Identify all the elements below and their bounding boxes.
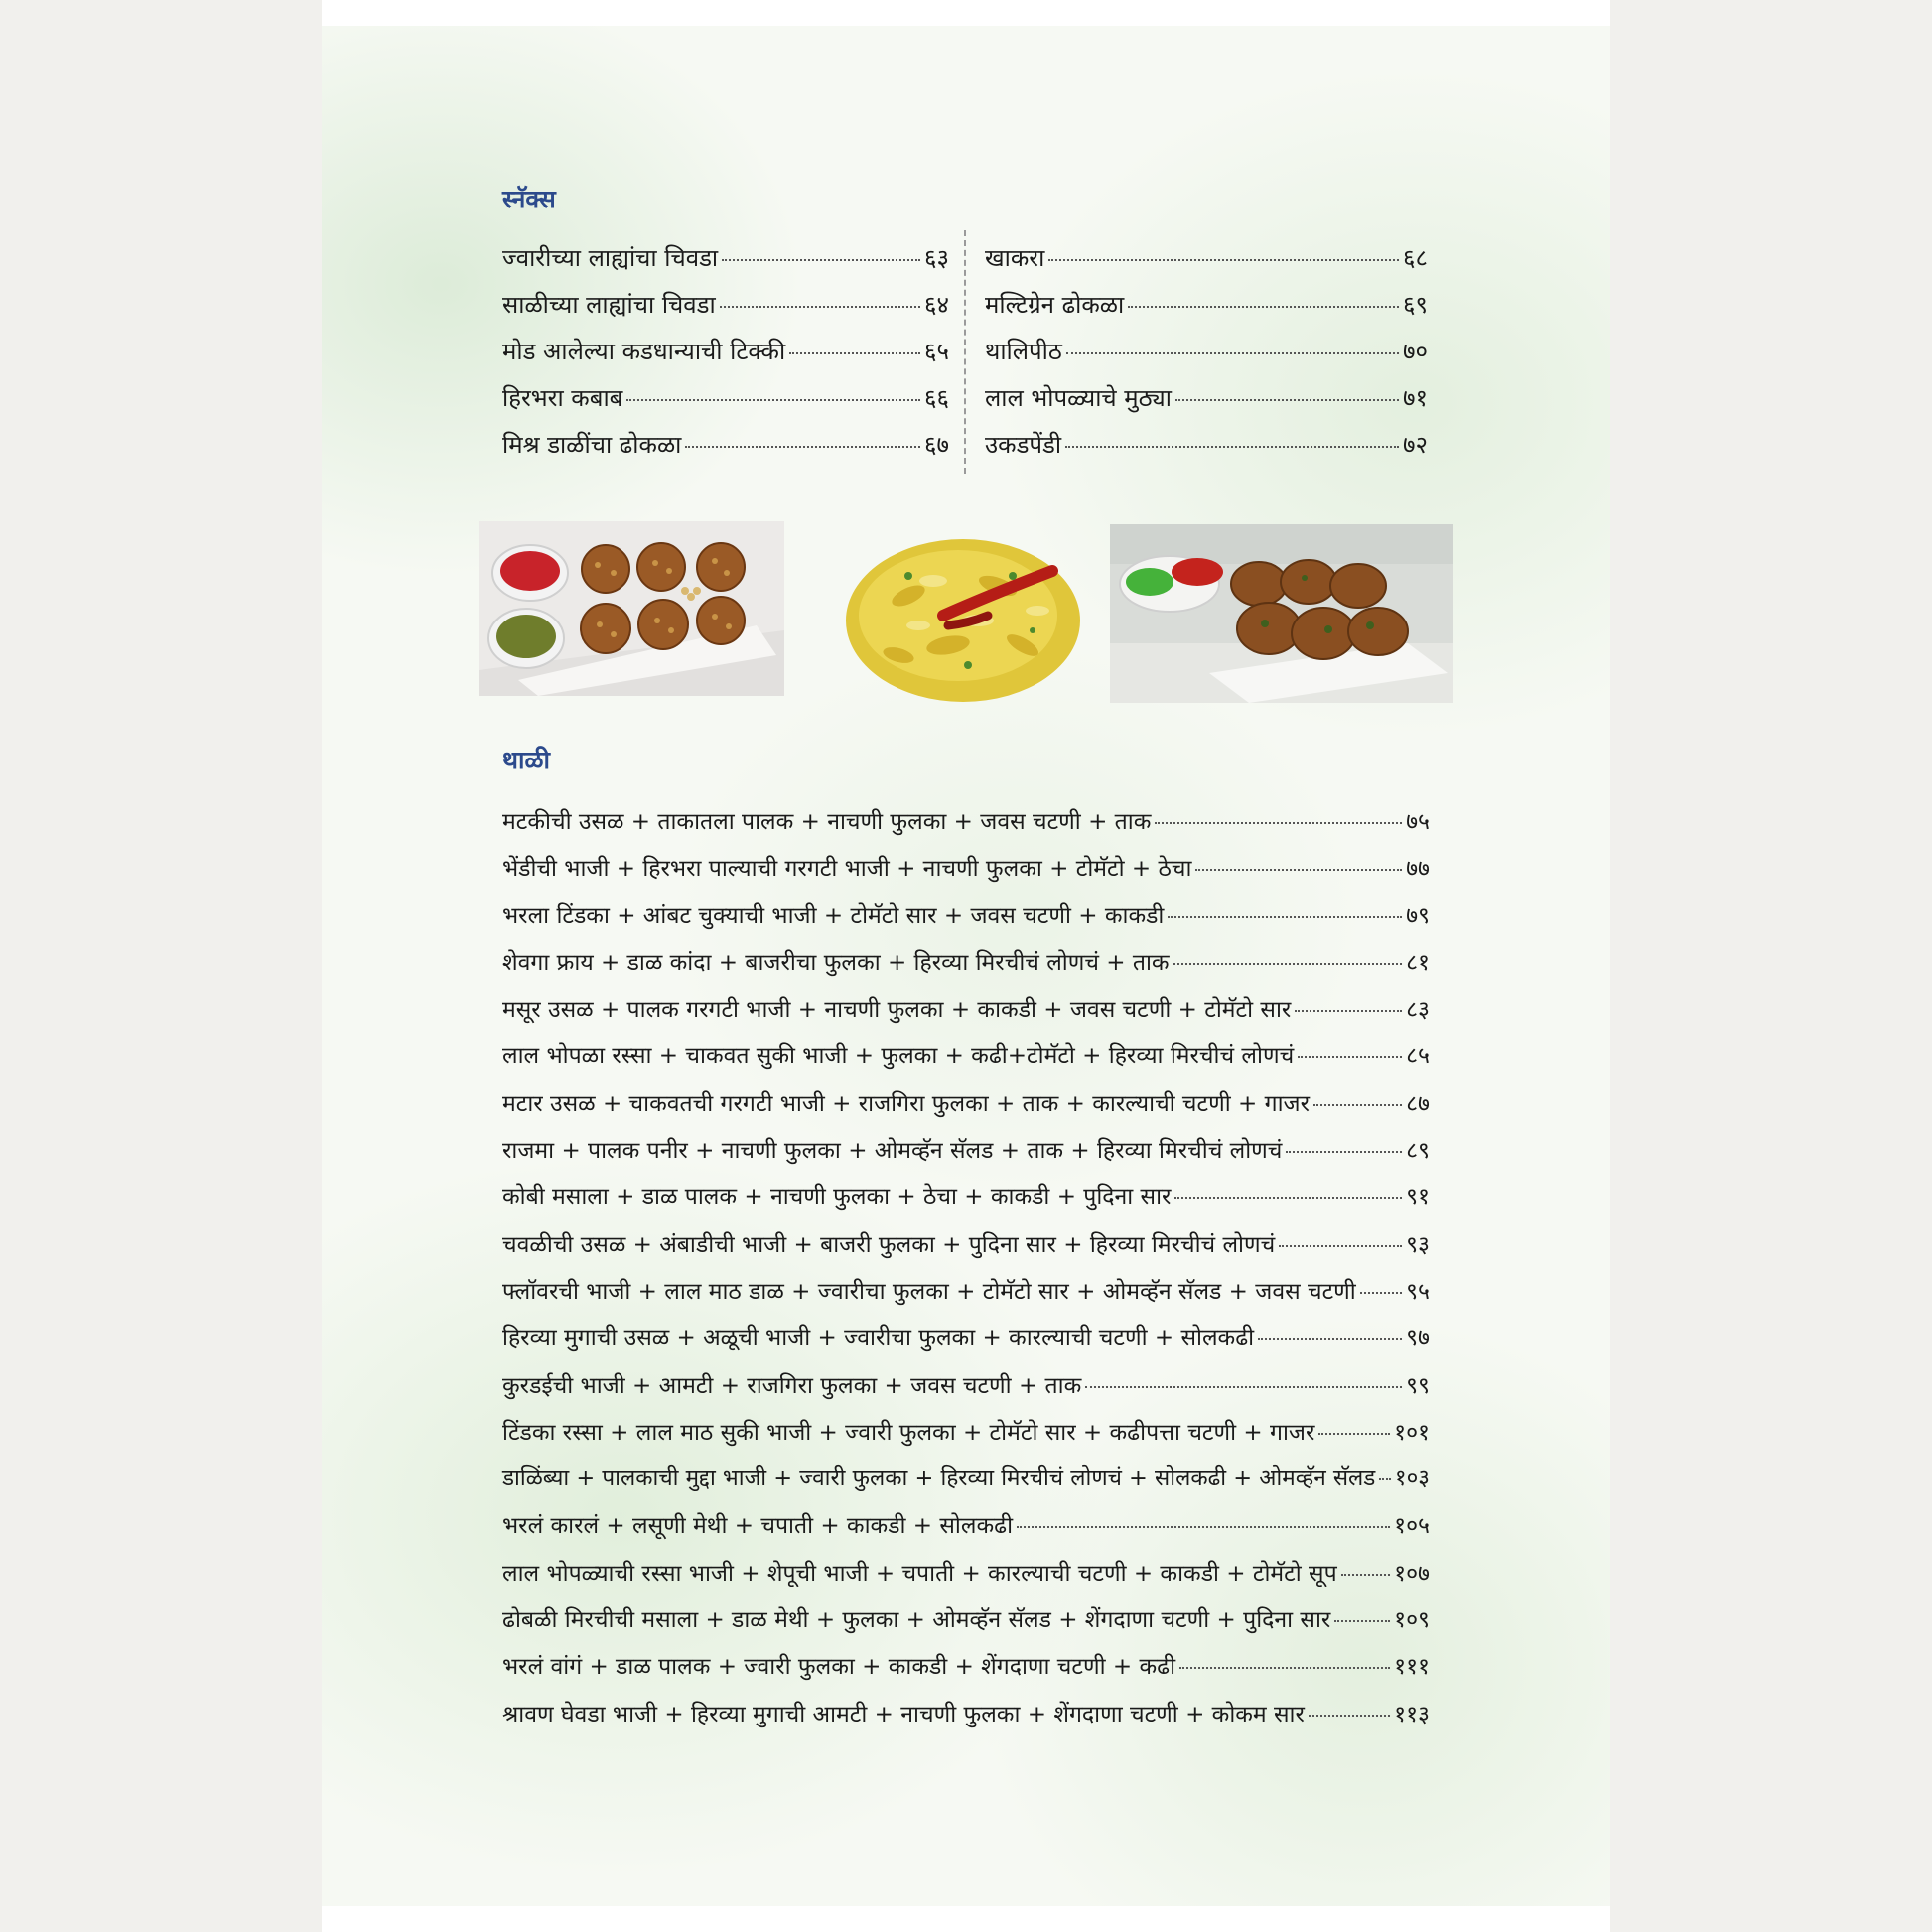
page-number: ९९ [1406, 1372, 1430, 1399]
snack-entry[interactable] [502, 335, 949, 381]
page-number: १०९ [1394, 1607, 1430, 1634]
entry-title: लाल भोपळा रस्सा + चाकवत सुकी भाजी + फुलका + कढी+टोमॅटो + हिरव्या मिरचीचं लोणचं [502, 1043, 1295, 1070]
meal-entry[interactable] [502, 1086, 1430, 1133]
dot-leader [1173, 963, 1402, 965]
dot-leader [1298, 1056, 1402, 1058]
page-number: ७७ [1406, 856, 1430, 883]
entry-title: उकडपेंडी [985, 431, 1062, 459]
snack-entry[interactable] [985, 288, 1428, 335]
meals-list [502, 804, 1430, 1743]
meal-entry[interactable] [502, 1415, 1430, 1461]
entry-title: भेंडीची भाजी + हिरभरा पाल्याची गरगटी भाजी + नाचणी फुलका + टोमॅटो + ठेचा [502, 856, 1192, 883]
snack-entry[interactable] [985, 335, 1428, 381]
meal-entry[interactable] [502, 1179, 1430, 1226]
snacks-heading: स्नॅक्स [502, 185, 556, 213]
entry-title: शेवगा फ्राय + डाळ कांदा + बाजरीचा फुलका + हिरव्या मिरचीचं लोणचं + ताक [502, 949, 1170, 976]
dot-leader [1341, 1574, 1390, 1576]
entry-title: डाळिंब्या + पालकाची मुद्दा भाजी + ज्वारी फुलका + हिरव्या मिरचीचं लोणचं + सोलकढी + ओमव्हॅन सॅलड [502, 1465, 1376, 1492]
dot-leader [1295, 1010, 1402, 1012]
entry-title: कोबी मसाला + डाळ पालक + नाचणी फुलका + ठेचा + काकडी + पुदिना सार [502, 1184, 1172, 1211]
dot-leader [1128, 306, 1399, 308]
meal-entry[interactable] [502, 851, 1430, 897]
entry-title: मल्टिग्रेन ढोकळा [985, 291, 1125, 319]
page-number: ६३ [924, 244, 949, 272]
page-number: ७५ [1406, 809, 1430, 835]
meal-entry[interactable] [502, 1133, 1430, 1179]
page-number: ८९ [1406, 1138, 1430, 1165]
meals-heading: थाळी [502, 746, 550, 774]
meal-entry[interactable] [502, 1697, 1430, 1743]
snack-entry[interactable] [985, 381, 1428, 428]
entry-title: राजमा + पालक पनीर + नाचणी फुलका + ओमव्हॅन सॅलड + ताक + हिरव्या मिरचीचं लोणचं [502, 1138, 1283, 1165]
page-number: ८१ [1406, 949, 1430, 976]
snacks-list-right [985, 241, 1428, 475]
entry-title: मोड आलेल्या कडधान्याची टिक्की [502, 338, 786, 365]
page-number: ६४ [924, 291, 949, 319]
meal-entry[interactable] [502, 992, 1430, 1038]
dot-leader [1318, 1433, 1390, 1435]
dot-leader [722, 259, 920, 261]
dot-leader [1286, 1151, 1402, 1153]
page-number: ७२ [1403, 431, 1428, 459]
snacks-list-left [502, 241, 949, 475]
dot-leader [1066, 352, 1399, 354]
chivda-photo [839, 516, 1097, 715]
meal-entry[interactable] [502, 1368, 1430, 1415]
vadi-photo [1110, 524, 1453, 703]
page-number: १०१ [1394, 1419, 1430, 1446]
meal-entry[interactable] [502, 1320, 1430, 1367]
snack-entry[interactable] [985, 241, 1428, 288]
entry-title: साळीच्या लाह्यांचा चिवडा [502, 291, 716, 319]
page-number: ६८ [1403, 244, 1428, 272]
dot-leader [720, 306, 920, 308]
meal-entry[interactable] [502, 1649, 1430, 1696]
dot-leader [1175, 399, 1399, 401]
page-number: ९७ [1406, 1325, 1430, 1352]
dot-leader [685, 446, 920, 448]
page-number: ६६ [924, 384, 949, 412]
meal-entry[interactable] [502, 1602, 1430, 1649]
dot-leader [1309, 1715, 1390, 1717]
entry-title: चवळीची उसळ + अंबाडीची भाजी + बाजरी फुलका + पुदिना सार + हिरव्या मिरचीचं लोणचं [502, 1231, 1276, 1258]
dot-leader [1048, 259, 1399, 261]
page-number: ९५ [1406, 1278, 1430, 1305]
entry-title: मिश्र डाळींचा ढोकळा [502, 431, 682, 459]
page-number: ७० [1403, 338, 1428, 365]
entry-title: मसूर उसळ + पालक गरगटी भाजी + नाचणी फुलका + काकडी + जवस चटणी + टोमॅटो सार [502, 997, 1292, 1024]
snack-entry[interactable] [502, 241, 949, 288]
entry-title: ढोबळी मिरचीची मसाला + डाळ मेथी + फुलका + ओमव्हॅन सॅलड + शेंगदाणा चटणी + पुदिना सार [502, 1607, 1331, 1634]
dot-leader [1360, 1292, 1402, 1294]
entry-title: श्रावण घेवडा भाजी + हिरव्या मुगाची आमटी + नाचणी फुलका + शेंगदाणा चटणी + कोकम सार [502, 1701, 1305, 1727]
page-number: ६९ [1403, 291, 1428, 319]
meal-entry[interactable] [502, 1227, 1430, 1274]
snack-entry[interactable] [502, 381, 949, 428]
meal-entry[interactable] [502, 1038, 1430, 1085]
page-number: ६७ [924, 431, 949, 459]
snack-entry[interactable] [985, 428, 1428, 475]
dot-leader [1313, 1104, 1402, 1106]
entry-title: भरला टिंडका + आंबट चुक्याची भाजी + टोमॅटो सार + जवस चटणी + काकडी [502, 902, 1165, 929]
meal-entry[interactable] [502, 1274, 1430, 1320]
dot-leader [1155, 822, 1402, 824]
entry-title: हिरभरा कबाब [502, 384, 623, 412]
entry-title: कुरडईची भाजी + आमटी + राजगिरा फुलका + जवस चटणी + ताक [502, 1372, 1082, 1399]
entry-title: हिरव्या मुगाची उसळ + अळूची भाजी + ज्वारीचा फुलका + कारल्याची चटणी + सोलकढी [502, 1325, 1255, 1352]
meal-entry[interactable] [502, 1556, 1430, 1602]
page-number: ८३ [1406, 997, 1430, 1024]
entry-title: फ्लॉवरची भाजी + लाल माठ डाळ + ज्वारीचा फुलका + टोमॅटो सार + ओमव्हॅन सॅलड + जवस चटणी [502, 1278, 1356, 1305]
entry-title: खाकरा [985, 244, 1045, 272]
dot-leader [1195, 869, 1402, 871]
meal-entry[interactable] [502, 898, 1430, 945]
page-number: १११ [1394, 1654, 1430, 1681]
kabab-illustration [479, 521, 784, 696]
entry-title: ज्वारीच्या लाह्यांचा चिवडा [502, 244, 719, 272]
page-number: ८५ [1406, 1043, 1430, 1070]
page-number: ११३ [1394, 1701, 1430, 1727]
vadi-illustration [1110, 524, 1453, 703]
entry-title: भरलं वांगं + डाळ पालक + ज्वारी फुलका + काकडी + शेंगदाणा चटणी + कढी [502, 1654, 1176, 1681]
kabab-photo [479, 521, 784, 696]
meal-entry[interactable] [502, 1508, 1430, 1555]
page-number: ७९ [1406, 902, 1430, 929]
page-number: ७१ [1403, 384, 1428, 412]
entry-title: टिंडका रस्सा + लाल माठ सुकी भाजी + ज्वारी फुलका + टोमॅटो सार + कढीपत्ता चटणी + गाजर [502, 1419, 1315, 1446]
dot-leader [1017, 1526, 1390, 1528]
page-number: १०७ [1394, 1560, 1430, 1587]
page-number: ६५ [924, 338, 949, 365]
dot-leader [626, 399, 920, 401]
dot-leader [1279, 1245, 1402, 1247]
entry-title: मटार उसळ + चाकवतची गरगटी भाजी + राजगिरा फुलका + ताक + कारल्याची चटणी + गाजर [502, 1090, 1310, 1117]
entry-title: लाल भोपळ्याची रस्सा भाजी + शेपूची भाजी + चपाती + कारल्याची चटणी + काकडी + टोमॅटो सूप [502, 1560, 1337, 1587]
entry-title: लाल भोपळ्याचे मुठ्या [985, 384, 1172, 412]
column-divider [964, 230, 966, 474]
page-number: ८७ [1406, 1090, 1430, 1117]
meal-entry[interactable] [502, 945, 1430, 992]
chivda-illustration [839, 516, 1097, 715]
dot-leader [1179, 1667, 1390, 1669]
page-number: १०५ [1394, 1513, 1430, 1540]
dot-leader [1085, 1386, 1402, 1388]
page-number: १०३ [1394, 1465, 1430, 1492]
meal-entry[interactable] [502, 1461, 1430, 1508]
snack-entry[interactable] [502, 428, 949, 475]
entry-title: थालिपीठ [985, 338, 1062, 365]
page-number: ९१ [1406, 1184, 1430, 1211]
dot-leader [1379, 1478, 1391, 1480]
snack-entry[interactable] [502, 288, 949, 335]
dot-leader [1065, 446, 1399, 448]
entry-title: मटकीची उसळ + ताकातला पालक + नाचणी फुलका + जवस चटणी + ताक [502, 809, 1152, 835]
dot-leader [1258, 1338, 1402, 1340]
dot-leader [1174, 1197, 1402, 1199]
dot-leader [1334, 1620, 1390, 1622]
dot-leader [1168, 916, 1402, 918]
page-number: ९३ [1406, 1231, 1430, 1258]
meal-entry[interactable] [502, 804, 1430, 851]
entry-title: भरलं कारलं + लसूणी मेथी + चपाती + काकडी + सोलकढी [502, 1513, 1014, 1540]
dot-leader [789, 352, 920, 354]
